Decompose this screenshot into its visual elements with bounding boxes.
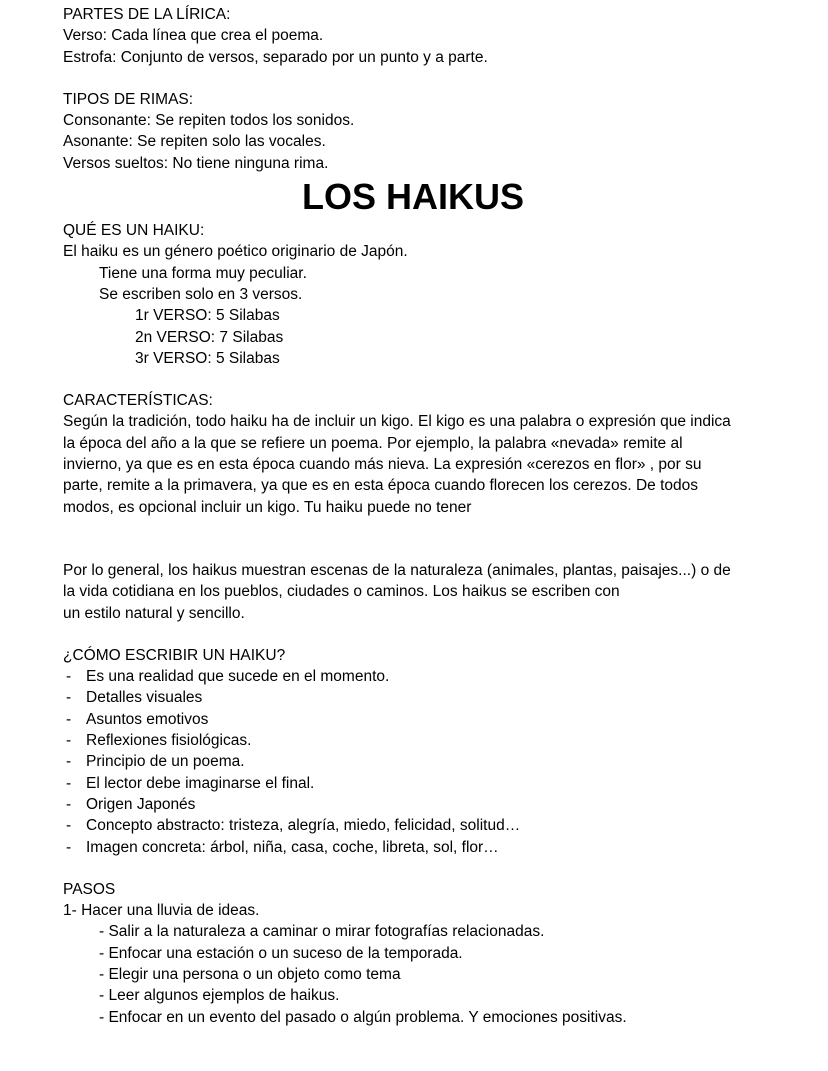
characteristics-line-2: un estilo natural y sencillo. — [63, 604, 245, 622]
list-item: - Concepto abstracto: tristeza, alegría, miedo, felicidad, solitud… — [66, 817, 521, 835]
step-sub-item: - Elegir una persona o un objeto como tema — [99, 965, 401, 983]
list-item: - Principio de un poema. — [66, 753, 245, 771]
what-is-line-2: Tiene una forma muy peculiar. — [99, 264, 307, 282]
document-page — [63, 4, 803, 1028]
step-sub-item: - Enfocar en un evento del pasado o algún problema. Y emociones positivas. — [99, 1008, 627, 1026]
characteristics-line: invierno, ya que es en esta época cuando más nieva. La expresión «cerezos en flor» , por su — [63, 456, 702, 474]
parts-verso: Verso: Cada línea que crea el poema. — [63, 27, 324, 45]
characteristics-line: parte, remite a la primavera, ya que es en esta época cuando florecen los cerezos. De todos — [63, 477, 698, 495]
characteristics-line: la época del año a la que se refiere un poema. Por ejemplo, la palabra «nevada» remite al — [63, 434, 683, 452]
list-item: - Detalles visuales — [66, 689, 203, 707]
list-item: - El lector debe imaginarse el final. — [66, 774, 315, 792]
list-item: - Asuntos emotivos — [66, 710, 209, 728]
how-to-list — [63, 666, 803, 858]
parts-heading: PARTES DE LA LÍRICA: — [63, 6, 231, 23]
rhymes-sueltos: Versos sueltos: No tiene ninguna rima. — [63, 154, 329, 172]
list-item: - Reflexiones fisiológicas. — [66, 732, 252, 750]
what-is-line-1: El haiku es un género poético originario de Japón. — [63, 243, 408, 261]
rhymes-asonante: Asonante: Se repiten solo las vocales. — [63, 133, 326, 151]
step-sub-item: - Salir a la naturaleza a caminar o mirar fotografías relacionadas. — [99, 923, 545, 941]
what-is-heading: QUÉ ES UN HAIKU: — [63, 222, 205, 240]
how-to-heading: ¿CÓMO ESCRIBIR UN HAIKU? — [63, 646, 286, 664]
parts-estrofa: Estrofa: Conjunto de versos, separado por un punto y a parte. — [63, 48, 488, 66]
list-item: - Es una realidad que sucede en el momento. — [66, 668, 390, 686]
spacer — [63, 518, 803, 560]
spacer — [63, 858, 803, 879]
verse-3: 3r VERSO: 5 Silabas — [135, 349, 280, 367]
what-is-line-3: Se escriben solo en 3 versos. — [99, 285, 303, 303]
characteristics-line: Según la tradición, todo haiku ha de incluir un kigo. El kigo es una palabra o expresión que indica — [63, 413, 731, 431]
characteristics-line-2: Por lo general, los haikus muestran escenas de la naturaleza (animales, plantas, paisajes...) o de — [63, 561, 731, 579]
characteristics-heading: CARACTERÍSTICAS: — [63, 392, 213, 410]
characteristics-line: modos, es opcional incluir un kigo. Tu haiku puede no tener — [63, 498, 472, 516]
step-1: 1- Hacer una lluvia de ideas. — [63, 902, 260, 920]
verse-1: 1r VERSO: 5 Silabas — [135, 307, 280, 325]
step-sub-item: - Leer algunos ejemplos de haikus. — [99, 987, 340, 1005]
rhymes-heading: TIPOS DE RIMAS: — [63, 90, 194, 108]
page-title: LOS HAIKUS — [301, 176, 524, 218]
list-item: - Imagen concreta: árbol, niña, casa, coche, libreta, sol, flor… — [66, 838, 499, 856]
spacer — [63, 369, 803, 390]
rhymes-consonante: Consonante: Se repiten todos los sonidos. — [63, 112, 355, 130]
spacer — [63, 68, 803, 89]
spacer — [63, 624, 803, 645]
list-item: - Origen Japonés — [66, 795, 196, 813]
characteristics-line-2: la vida cotidiana en los pueblos, ciudades o caminos. Los haikus se escriben con — [63, 583, 620, 601]
steps-heading: PASOS — [63, 880, 116, 898]
step-sub-item: - Enfocar una estación o un suceso de la temporada. — [99, 944, 463, 962]
verse-2: 2n VERSO: 7 Silabas — [135, 328, 284, 346]
